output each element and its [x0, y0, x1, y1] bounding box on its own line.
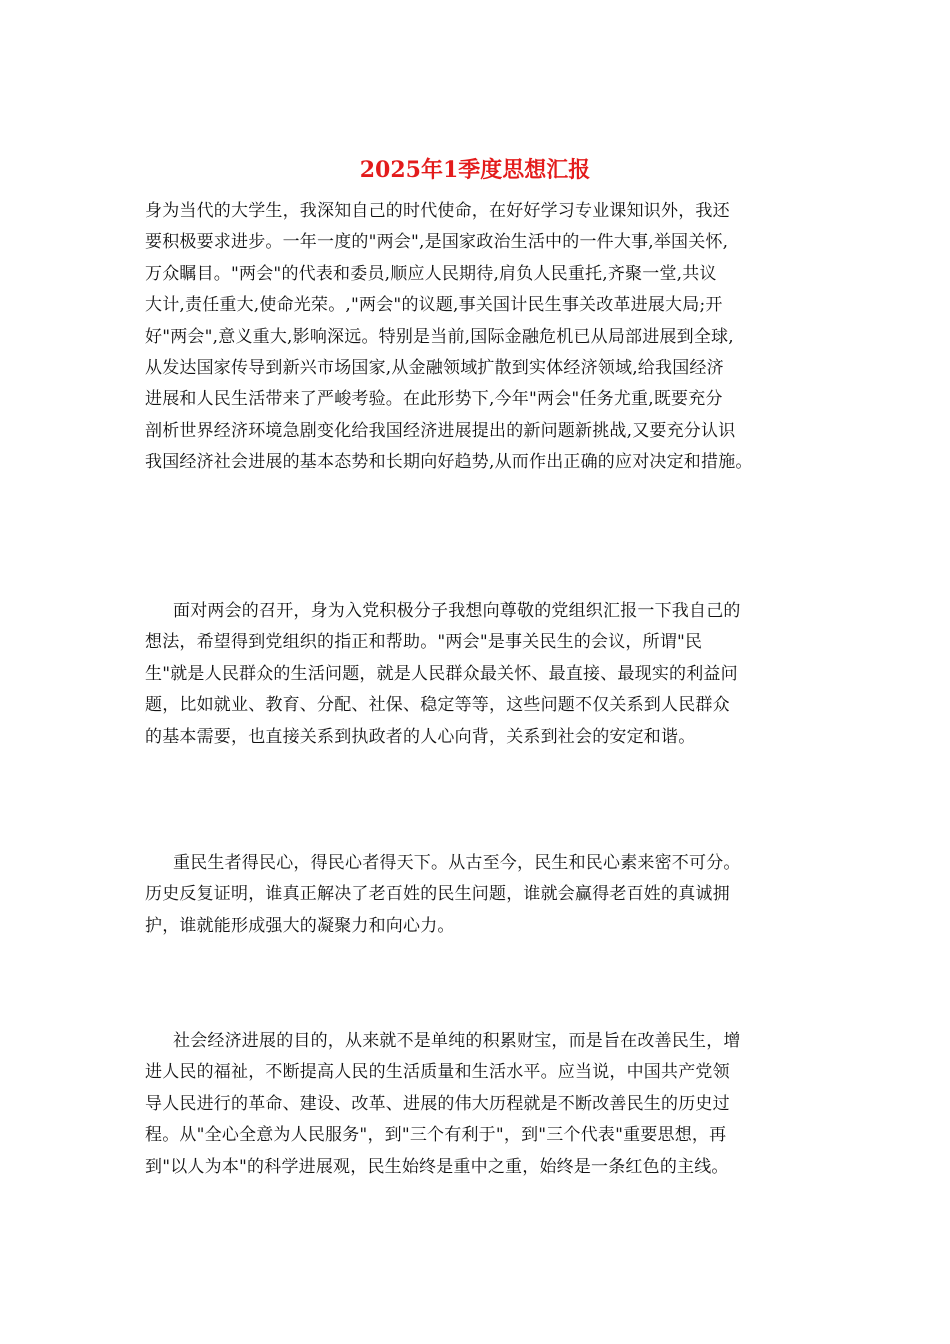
paragraph-line: 的基本需要，也直接关系到执政者的人心向背，关系到社会的安定和谐。 [145, 726, 696, 747]
document-title: 2025年1季度思想汇报 [359, 157, 591, 183]
paragraph-line: 要积极要求进步。一年一度的"两会",是国家政治生活中的一件大事,举国关怀, [145, 232, 729, 253]
paragraph-line: 我国经济社会进展的基本态势和长期向好趋势,从而作出正确的应对决定和措施。 [145, 452, 753, 473]
paragraph-line: 题，比如就业、教育、分配、社保、稳定等等，这些问题不仅关系到人民群众 [145, 695, 730, 716]
paragraph-line: 想法，希望得到党组织的指正和帮助。"两会"是事关民生的会议，所谓"民 [145, 632, 703, 653]
paragraph-line: 剖析世界经济环境急剧变化给我国经济进展提出的新问题新挑战,又要充分认识 [145, 420, 736, 441]
paragraph-line: 面对两会的召开，身为入党积极分子我想向尊敬的党组织汇报一下我自己的 [173, 601, 741, 621]
paragraph-line: 进展和人民生活带来了严峻考验。在此形势下,今年"两会"任务尤重,既要充分 [145, 389, 723, 410]
paragraph-line: 程。从"全心全意为人民服务"，到"三个有利于"，到"三个代表"重要思想，再 [145, 1125, 727, 1146]
paragraph-line: 大计,责任重大,使命光荣。,"两会"的议题,事关国计民生事关改革进展大局;开 [145, 295, 723, 316]
paragraph-line: 好"两会",意义重大,影响深远。特别是当前,国际金融危机已从局部进展到全球, [145, 326, 734, 347]
paragraph-line: 重民生者得民心，得民心者得天下。从古至今，民生和民心素来密不可分。 [173, 853, 741, 873]
paragraph-line: 社会经济进展的目的，从来就不是单纯的积累财宝，而是旨在改善民生，增 [173, 1031, 741, 1051]
paragraph-line: 进人民的福祉，不断提高人民的生活质量和生活水平。应当说，中国共产党领 [145, 1062, 730, 1083]
paragraph-4 [145, 1026, 741, 1183]
paragraph-line: 到"以人为本"的科学进展观，民生始终是重中之重，始终是一条红色的主线。 [145, 1156, 729, 1177]
paragraph-line: 导人民进行的革命、建设、改革、进展的伟大历程就是不断改善民生的历史过 [145, 1093, 730, 1114]
paragraph-line: 生"就是人民群众的生活问题，就是人民群众最关怀、最直接、最现实的利益问 [145, 663, 738, 684]
paragraph-line: 从发达国家传导到新兴市场国家,从金融领域扩散到实体经济领域,给我国经济 [145, 358, 724, 379]
paragraph-3 [145, 848, 741, 942]
paragraph-line: 万众瞩目。"两会"的代表和委员,顺应人民期待,肩负人民重托,齐聚一堂,共议 [145, 263, 717, 284]
paragraph-line: 护，谁就能形成强大的凝聚力和向心力。 [145, 915, 455, 936]
paragraph-1 [145, 196, 753, 479]
paragraph-line: 身为当代的大学生，我深知自己的时代使命，在好好学习专业课知识外，我还 [145, 201, 730, 221]
paragraph-line: 历史反复证明，谁真正解决了老百姓的民生问题，谁就会赢得老百姓的真诚拥 [145, 884, 730, 905]
paragraph-2 [145, 596, 741, 753]
